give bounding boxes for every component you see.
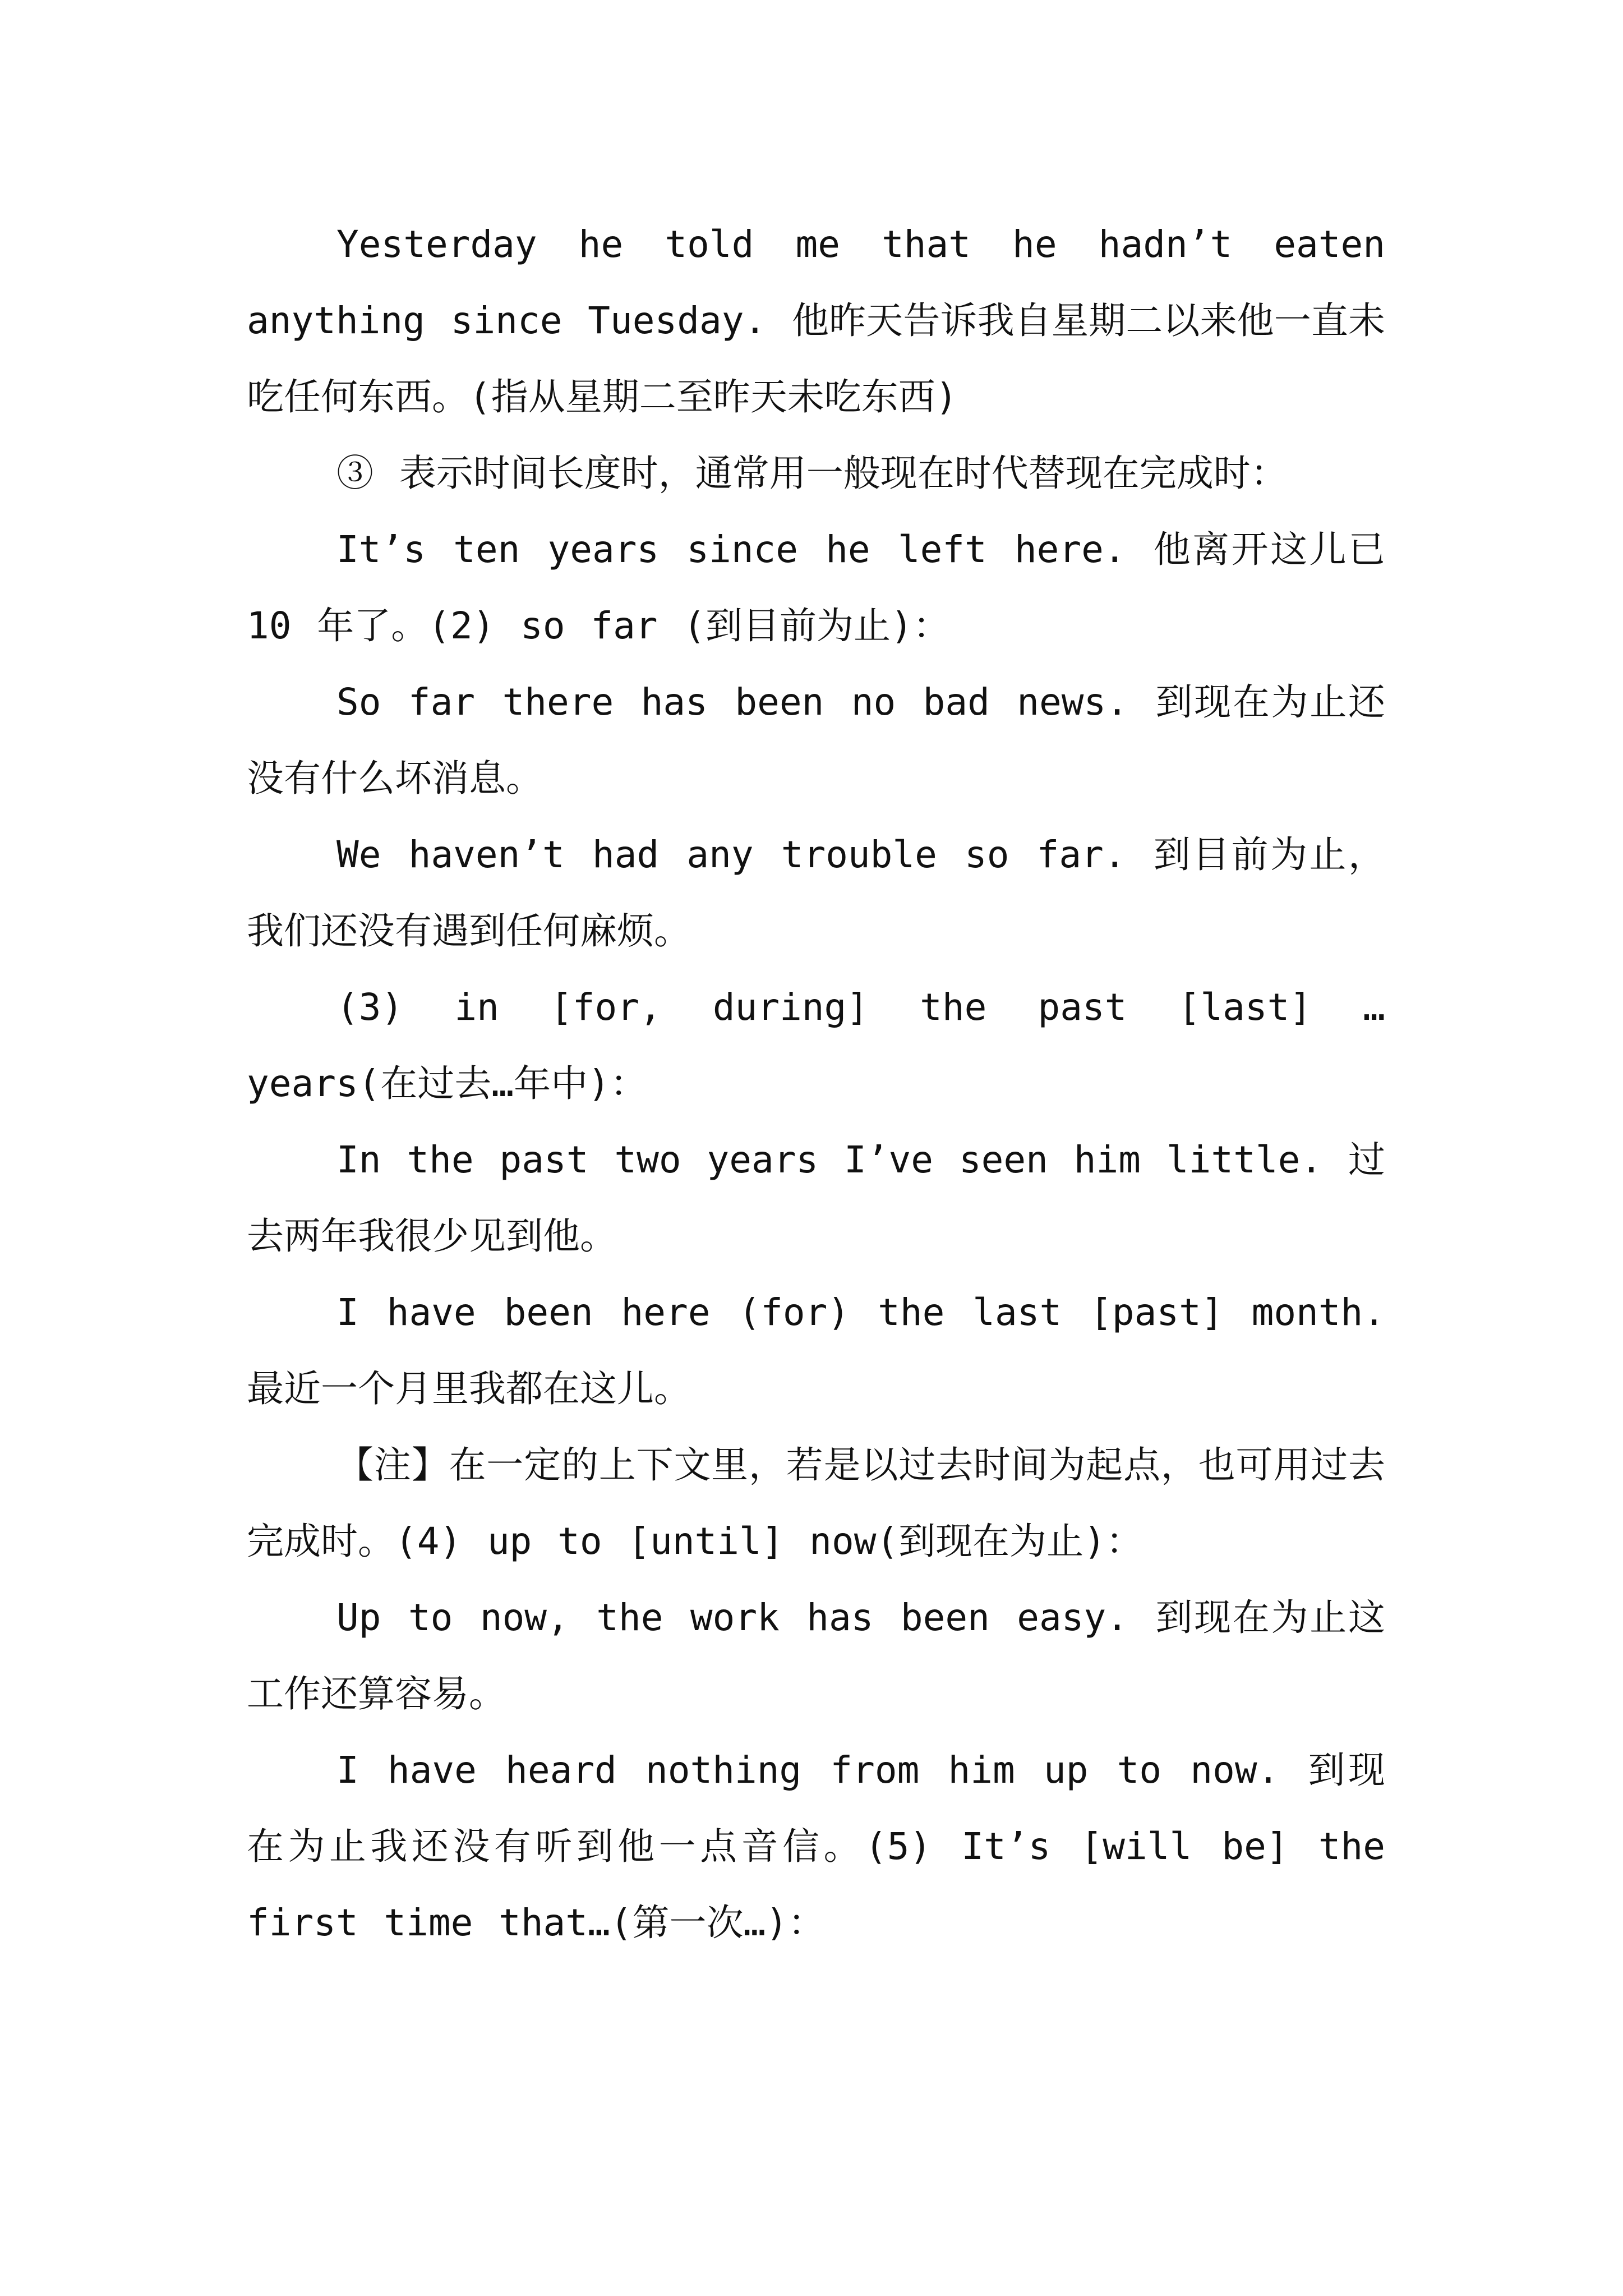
paragraph-heard-nothing: I have heard nothing from him up to now. 到现在为止我还没有听到他一点音信。(5) It’s [will be] the first time that…(第一次…)： xyxy=(247,1749,1385,1944)
paragraph-so-far-news: So far there has been no bad news. 到现在为止还没有什么坏消息。 xyxy=(247,680,1385,800)
paragraph-past-two-years: In the past two years I’ve seen him little. 过去两年我很少见到他。 xyxy=(247,1138,1385,1258)
paragraph-no-trouble: We haven’t had any trouble so far. 到目前为止，我们还没有遇到任何麻烦。 xyxy=(247,833,1385,953)
paragraph-last-month: I have been here (for) the last [past] month. 最近一个月里我都在这儿。 xyxy=(247,1291,1385,1410)
paragraph-ten-years: It’s ten years since he left here. 他离开这儿已 10 年了。(2) so far (到目前为止)： xyxy=(247,528,1385,647)
paragraph-up-to-now-easy: Up to now, the work has been easy. 到现在为止这工作还算容易。 xyxy=(247,1596,1385,1715)
paragraph-since-tuesday: Yesterday he told me that he hadn’t eaten anything since Tuesday. 他昨天告诉我自星期二以来他一直未吃任何东西。(指从星期二至昨天未吃东西) xyxy=(247,223,1385,418)
paragraph-past-years-heading: (3) in [for, during] the past [last] … years(在过去…年中)： xyxy=(247,986,1385,1105)
document-page xyxy=(247,206,1385,1961)
paragraph-time-length-rule: ③ 表示时间长度时，通常用一般现在时代替现在完成时： xyxy=(336,452,1288,495)
paragraph-note: 【注】在一定的上下文里，若是以过去时间为起点，也可用过去完成时。(4) up to [until] now(到现在为止)： xyxy=(247,1443,1385,1563)
